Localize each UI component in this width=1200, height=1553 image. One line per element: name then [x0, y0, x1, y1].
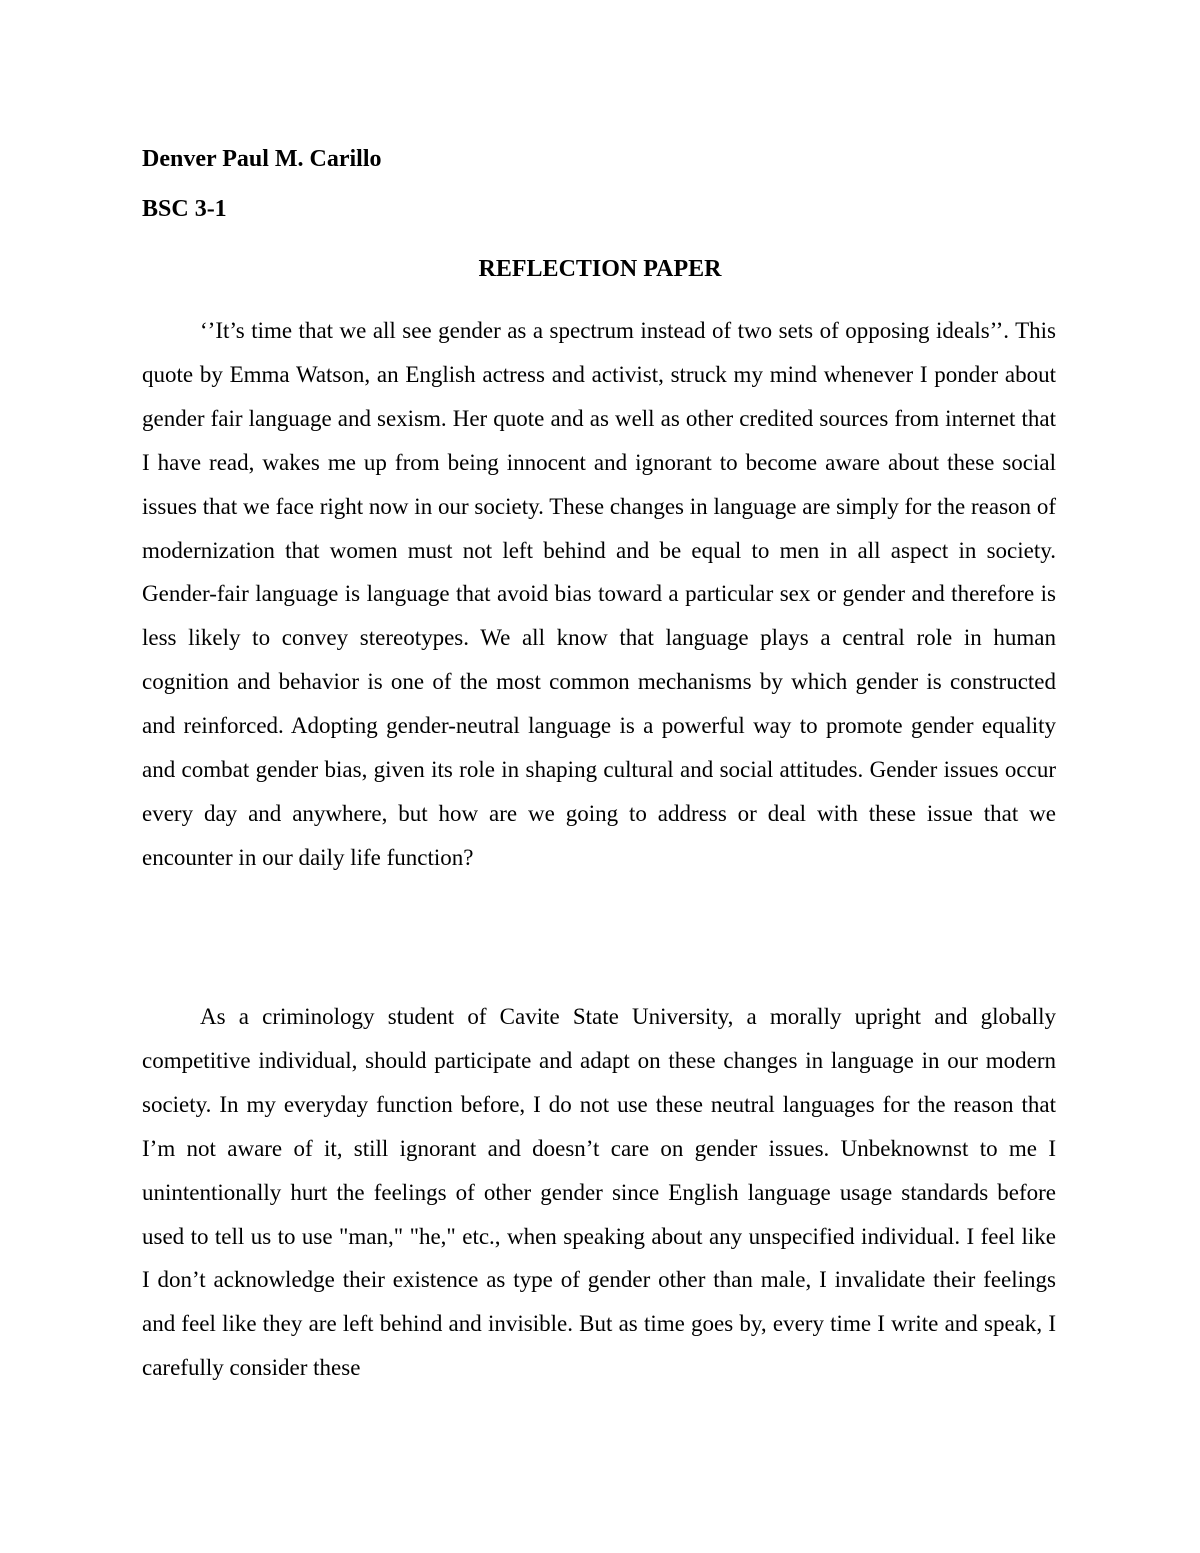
- class-section: BSC 3-1: [142, 196, 227, 222]
- paper-title: REFLECTION PAPER: [478, 256, 722, 282]
- paragraph-1: ‘’It’s time that we all see gender as a spectrum instead of two sets of opposing ideals’’. This quote by Emma Watson, an English actress and activist, struck my mind whenever I ponder about gender fair language and sexism. Her quote and as well as other credited sources from internet that I have read, wakes me up from being innocent and ignorant to become aware about these social issues that we face right now in our society. These changes in language are simply for the reason of modernization that women must not left behind and be equal to men in all aspect in society. Gender-fair language is language that avoid bias toward a particular sex or gender and therefore is less likely to convey stereotypes. We all know that language plays a central role in human cognition and behavior is one of the most common mechanisms by which gender is constructed and reinforced. Adopting gender-neutral language is a powerful way to promote gender equality and combat gender bias, given its role in shaping cultural and social attitudes. Gender issues occur every day and anywhere, but how are we going to address or deal with these issue that we encounter in our daily life function?: [142, 318, 1056, 870]
- author-name: Denver Paul M. Carillo: [142, 146, 382, 172]
- paragraph-2: As a criminology student of Cavite State University, a morally upright and globally competitive individual, should participate and adapt on these changes in language in our modern society. In my everyday function before, I do not use these neutral languages for the reason that I’m not aware of it, still ignorant and doesn’t care on gender issues. Unbeknownst to me I unintentionally hurt the feelings of other gender since English language usage standards before used to tell us to use "man," "he," etc., when speaking about any unspecified individual. I feel like I don’t acknowledge their existence as type of gender other than male, I invalidate their feelings and feel like they are left behind and invisible. But as time goes by, every time I write and speak, I carefully consider these: [142, 1004, 1056, 1381]
